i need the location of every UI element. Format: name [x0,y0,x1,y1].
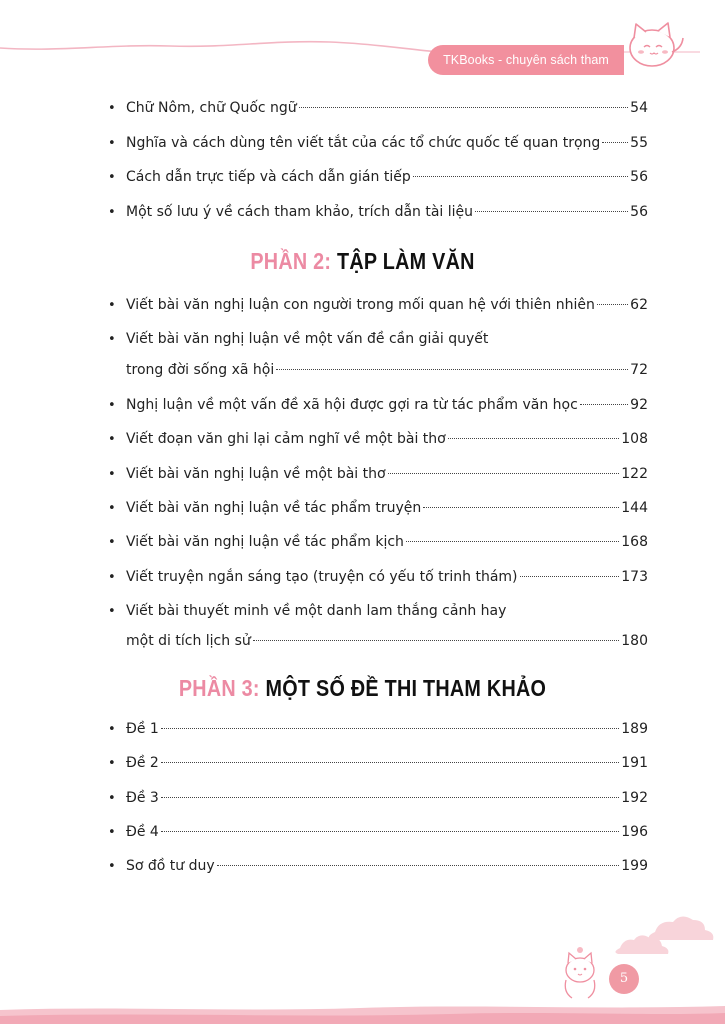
bullet: • [108,722,116,737]
toc-entry [108,531,648,554]
dot-leader [253,640,620,641]
bullet: • [108,604,116,619]
bullet: • [108,398,116,413]
section-title: MỘT SỐ ĐỀ THI THAM KHẢO [265,675,547,701]
entry-title: Cách dẫn trực tiếp và cách dẫn gián tiếp [126,169,411,185]
dot-leader [448,438,620,439]
entry-page: 180 [621,633,648,649]
entry-page: 173 [621,569,648,585]
dot-leader [161,797,619,798]
bullet: • [108,467,116,482]
dot-leader [520,576,620,577]
entry-page: 108 [621,431,648,447]
dot-leader [602,142,628,143]
toc-entry [108,201,648,224]
entry-title: Đề 1 [126,721,159,737]
toc-entry [108,752,648,775]
toc-entry [108,394,648,417]
bullet: • [108,170,116,185]
entry-page: 56 [630,204,648,220]
toc-entry [108,463,648,486]
entry-title: Viết bài văn nghị luận con người trong mối quan hệ với thiên nhiên [126,297,595,313]
entry-title: Viết đoạn văn ghi lại cảm nghĩ về một bài thơ [126,431,446,447]
entry-title: Viết bài văn nghị luận về một vấn đề cần giải quyết [126,331,489,347]
cat-mascot-icon [622,18,686,70]
section-heading-part-3 [51,675,675,702]
entry-page: 62 [630,297,648,313]
toc-entry [108,166,648,189]
toc-entry [108,787,648,810]
entry-title: Viết bài văn nghị luận về một bài thơ [126,466,386,482]
bullet: • [108,501,116,516]
brand-banner: TKBooks - chuyên sách tham khảo [428,45,624,75]
bullet: • [108,205,116,220]
bullet: • [108,432,116,447]
dot-leader [413,176,628,177]
toc-entry [108,566,648,589]
bullet: • [108,535,116,550]
toc-entry-continuation [126,630,648,652]
dot-leader [161,831,619,832]
entry-title: Viết bài văn nghị luận về tác phẩm truyện [126,500,422,516]
bullet: • [108,101,116,116]
entry-title: Một số lưu ý về cách tham khảo, trích dẫn tài liệu [126,204,474,220]
toc-entry [108,97,648,120]
dot-leader [388,473,620,474]
toc-entry-first-line [108,600,648,623]
section-number: PHẦN 3: [178,675,260,701]
bullet: • [108,756,116,771]
entry-title: Chữ Nôm, chữ Quốc ngữ [126,100,297,116]
entry-title: Viết truyện ngắn sáng tạo (truyện có yếu tố trinh thám) [126,569,518,585]
entry-title: Đề 3 [126,790,159,806]
toc-entry [108,855,648,878]
toc-entry [108,821,648,844]
entry-page: 191 [621,755,648,771]
dot-leader [217,865,620,866]
toc-entry-continuation [126,359,648,381]
toc-entry [108,718,648,741]
toc-entry [108,294,648,317]
dot-leader [423,507,619,508]
section-heading-part-2 [51,248,675,275]
entry-page: 199 [621,858,648,874]
bullet: • [108,332,116,347]
entry-title-continued: trong đời sống xã hội [126,362,275,378]
entry-page: 56 [630,169,648,185]
entry-title: Nghị luận về một vấn đề xã hội được gợi ra từ tác phẩm văn học [126,397,578,413]
entry-title: Nghĩa và cách dùng tên viết tắt của các tổ chức quốc tế quan trọng [126,135,601,151]
entry-title: Đề 4 [126,824,159,840]
entry-title-continued: một di tích lịch sử [126,633,251,649]
entry-title: Đề 2 [126,755,159,771]
entry-title: Viết bài văn nghị luận về tác phẩm kịch [126,534,404,550]
page-number: 5 [609,964,639,994]
toc-entry-first-line [108,328,648,351]
toc-entry [108,428,648,451]
bullet: • [108,859,116,874]
entry-page: 192 [621,790,648,806]
dot-leader [161,728,619,729]
dot-leader [299,107,628,108]
toc-entry [108,132,648,155]
footer-clouds-decoration [0,900,725,1024]
dot-leader [161,762,619,763]
entry-page: 72 [630,362,648,378]
bullet: • [108,825,116,840]
dot-leader [276,369,628,370]
dot-leader [597,304,628,305]
entry-page: 92 [630,397,648,413]
dot-leader [580,404,628,405]
entry-page: 189 [621,721,648,737]
entry-page: 122 [621,466,648,482]
entry-page: 144 [621,500,648,516]
section-number: PHẦN 2: [250,248,332,274]
entry-page: 196 [621,824,648,840]
section-title: TẬP LÀM VĂN [337,248,475,274]
entry-title: Viết bài thuyết minh về một danh lam thắng cảnh hay [126,603,507,619]
dot-leader [406,541,619,542]
entry-page: 168 [621,534,648,550]
entry-page: 54 [630,100,648,116]
bullet: • [108,791,116,806]
bullet: • [108,570,116,585]
dot-leader [475,211,628,212]
bullet: • [108,298,116,313]
entry-title: Sơ đồ tư duy [126,858,215,874]
entry-page: 55 [630,135,648,151]
toc-entry [108,497,648,520]
bullet: • [108,136,116,151]
